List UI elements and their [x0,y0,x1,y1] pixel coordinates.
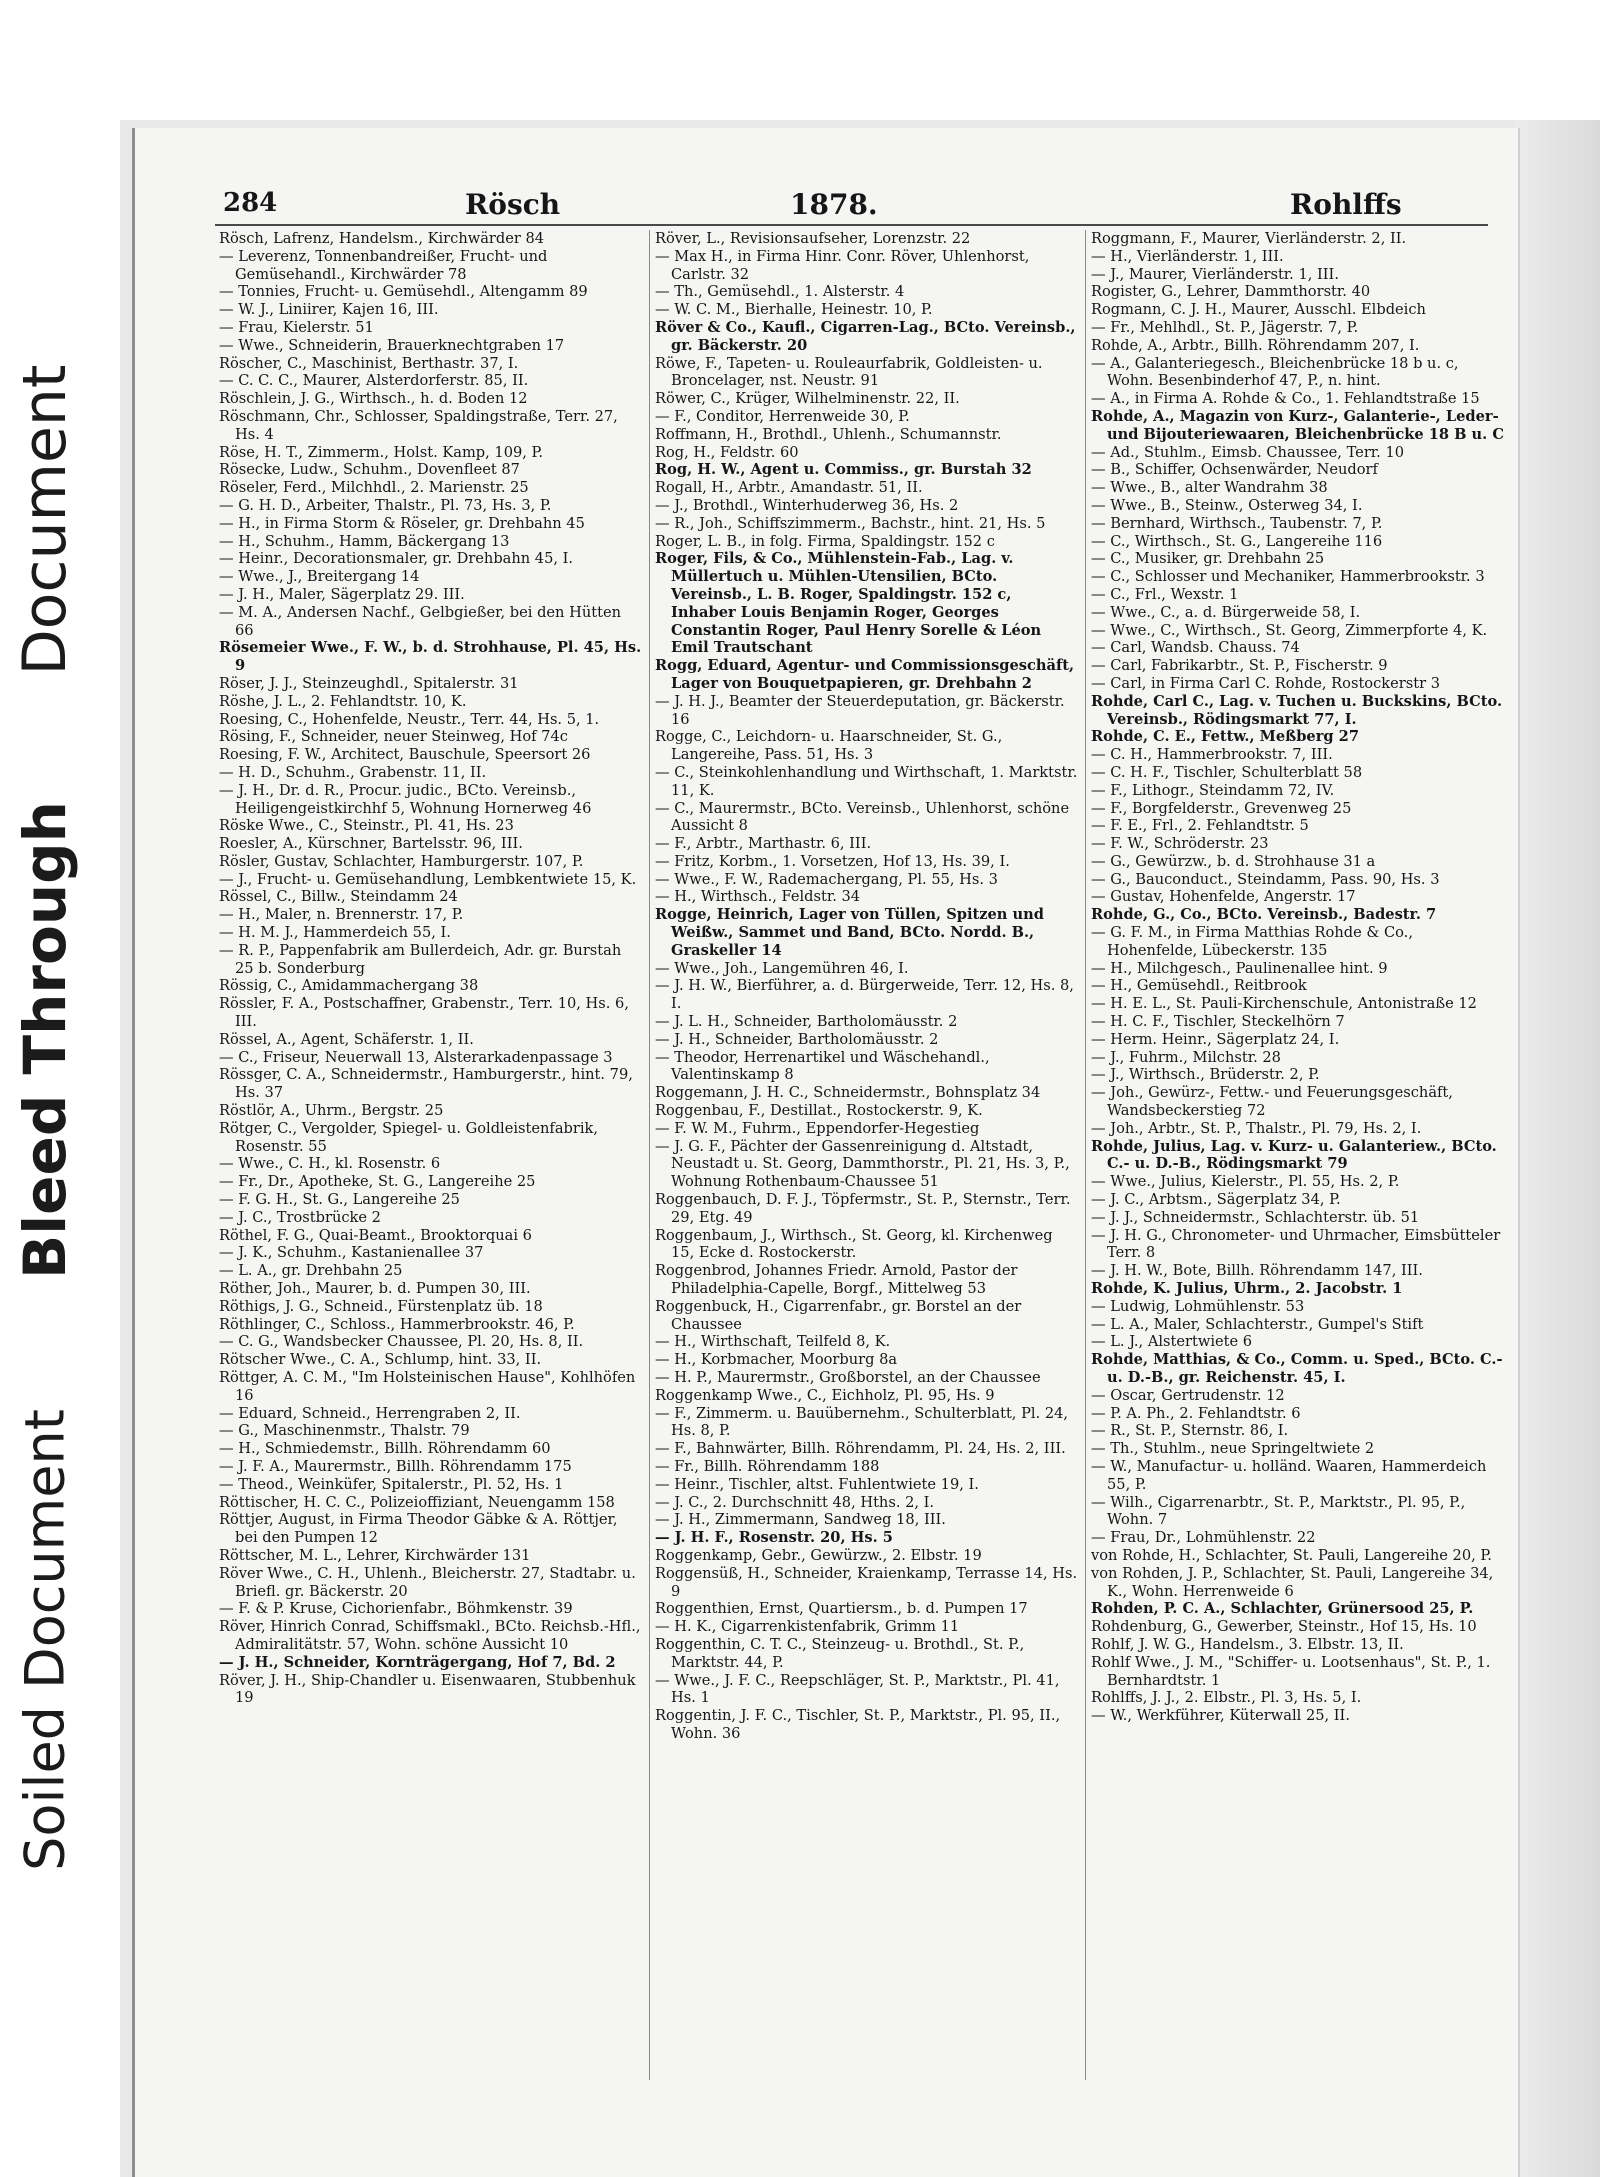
directory-entry: — F., Conditor, Herrenweide 30, P. [655,407,910,425]
directory-entry: — G., Bauconduct., Steindamm, Pass. 90, Hs. 3 [1091,870,1440,888]
directory-entry: — F. G. H., St. G., Langereihe 25 [219,1191,460,1209]
directory-entry: — Frau, Dr., Lohmühlenstr. 22 [1091,1529,1316,1547]
soiled-document-stamp: Soiled Document [13,1409,77,1871]
directory-entry: — Wwe., Julius, Kielerstr., Pl. 55, Hs. 2, P. [1091,1173,1400,1191]
directory-entry: — J. H. G., Chronometer- und Uhrmacher, Eimsbütteler Terr. 8 [1091,1226,1501,1262]
directory-entry: — Wwe., Joh., Langemühren 46, I. [655,959,909,977]
directory-entry: — H., in Firma Storm & Röseler, gr. Drehbahn 45 [219,514,585,532]
column-divider [1085,230,1086,2080]
directory-entry: Rössel, C., Billw., Steindamm 24 [219,888,458,906]
directory-entry: — C., Steinkohlenhandlung und Wirthschaft, 1. Marktstr. 11, K. [655,763,1078,799]
directory-entry: — F., Zimmerm. u. Bauübernehm., Schulterblatt, Pl. 24, Hs. 8, P. [655,1404,1069,1440]
directory-entry: Röttjer, August, in Firma Theodor Gäbke & A. Röttjer, bei den Pumpen 12 [219,1511,618,1547]
directory-entry: — J. C., Arbtsm., Sägerplatz 34, P. [1091,1191,1341,1209]
directory-entry: — J. K., Schuhm., Kastanienallee 37 [219,1244,484,1262]
directory-entry: — Heinr., Decorationsmaler, gr. Drehbahn 45, I. [219,550,574,568]
directory-entry: Rohde, A., Arbtr., Billh. Röhrendamm 207, I. [1091,336,1420,354]
directory-entry: — L. A., gr. Drehbahn 25 [219,1262,403,1280]
directory-entry: — Wwe., C. H., kl. Rosenstr. 6 [219,1155,441,1173]
directory-page [132,128,1520,2177]
directory-entry: Rösing, F., Schneider, neuer Steinweg, Hof 74c [219,728,568,746]
directory-entry: — J., Fuhrm., Milchstr. 28 [1091,1048,1281,1066]
directory-entry: Rogall, H., Arbtr., Amandastr. 51, II. [655,479,923,497]
directory-entry: Rohde, C. E., Fettw., Meßberg 27 [1091,728,1359,746]
directory-entry: — F. E., Frl., 2. Fehlandtstr. 5 [1091,817,1309,835]
directory-entry: Röwer, C., Krüger, Wilhelminenstr. 22, II. [655,390,960,408]
directory-entry: Röwe, F., Tapeten- u. Rouleaurfabrik, Goldleisten- u. Broncelager, nst. Neustr. 91 [655,354,1043,390]
directory-entry: — W., Werkführer, Küterwall 25, II. [1091,1707,1350,1725]
directory-entry: — Wwe., J. F. C., Reepschläger, St. P., Marktstr., Pl. 41, Hs. 1 [655,1671,1060,1707]
directory-entry: Rog, H., Feldstr. 60 [655,443,799,461]
directory-entry: Rohde, G., Co., BCto. Vereinsb., Badestr. 7 [1091,906,1437,924]
directory-entry: — P. A. Ph., 2. Fehlandtstr. 6 [1091,1404,1301,1422]
directory-entry: — H., Wirthschaft, Teilfeld 8, K. [655,1333,891,1351]
directory-entry: Rogge, Heinrich, Lager von Tüllen, Spitzen und Weißw., Sammet und Band, BCto. Nordd. B., Graskeller 14 [655,906,1044,959]
directory-entry: — A., in Firma A. Rohde & Co., 1. Fehlandtstraße 15 [1091,390,1480,408]
directory-entry: — J. H. J., Beamter der Steuerdeputation, gr. Bäckerstr. 16 [655,692,1065,728]
directory-entry: Rohde, Matthias, & Co., Comm. u. Sped., BCto. C.- u. D.-B., gr. Reichenstr. 45, I. [1091,1351,1503,1386]
directory-entry: Roggenbau, F., Destillat., Rostockerstr. 9, K. [655,1102,983,1120]
directory-entry: — J. J., Schneidermstr., Schlachterstr. üb. 51 [1091,1208,1420,1226]
directory-entry: — M. A., Andersen Nachf., Gelbgießer, bei den Hütten 66 [219,603,621,639]
directory-entry: — H. M. J., Hammerdeich 55, I. [219,924,451,942]
directory-entry: — Wwe., C., Wirthsch., St. Georg, Zimmerpforte 4, K. [1091,621,1488,639]
directory-entry: Rohde, Carl C., Lag. v. Tuchen u. Buckskins, BCto. Vereinsb., Rödingsmarkt 77, I. [1091,692,1503,728]
directory-entry: Roggenkamp, Gebr., Gewürzw., 2. Elbstr. 19 [655,1546,982,1564]
directory-entry: — Fr., Billh. Röhrendamm 188 [655,1457,880,1475]
directory-entry: Röver, Hinrich Conrad, Schiffsmakl., BCto. Reichsb.-Hfl., Admiralitätstr. 57, Wohn. schöne Aussicht 10 [219,1618,641,1653]
stamp-strip [0,0,90,2177]
directory-entry: — J. L. H., Schneider, Bartholomäusstr. 2 [655,1013,958,1031]
directory-entry: — J. H. W., Bote, Billh. Röhrendamm 147, III. [1091,1262,1423,1280]
directory-entry: Röthlinger, C., Schloss., Hammerbrookstr. 46, P. [219,1315,575,1333]
directory-entry: — Frau, Kielerstr. 51 [219,318,374,336]
directory-entry: — H. C. F., Tischler, Steckelhörn 7 [1091,1013,1345,1031]
directory-entry: — G., Maschinenmstr., Thalstr. 79 [219,1422,470,1440]
directory-entry: — Oscar, Gertrudenstr. 12 [1091,1386,1285,1404]
directory-entry: — F., Arbtr., Marthastr. 6, III. [655,835,872,853]
directory-entry: — Fritz, Korbm., 1. Vorsetzen, Hof 13, Hs. 39, I. [655,852,1010,870]
directory-entry: Rösecke, Ludw., Schuhm., Dovenfleet 87 [219,461,520,479]
directory-entry: von Rohden, J. P., Schlachter, St. Pauli, Langereihe 34, K., Wohn. Herrenweide 6 [1091,1564,1494,1600]
directory-entry: — Ad., Stuhlm., Eimsb. Chaussee, Terr. 10 [1091,443,1405,461]
directory-entry: — H., Gemüsehdl., Reitbrook [1091,977,1307,995]
bleed-through-stamp: Bleed Through [11,801,79,1279]
directory-entry: — G., Gewürzw., b. d. Strohhause 31 a [1091,852,1376,870]
page-number: 284 [223,188,278,218]
directory-entry: — B., Schiffer, Ochsenwärder, Neudorf [1091,461,1378,479]
directory-entry: Röver, J. H., Ship-Chandler u. Eisenwaaren, Stubbenhuk 19 [219,1671,636,1707]
directory-entry: — J. H., Maler, Sägerplatz 29. III. [219,585,465,603]
directory-entry: — C., Friseur, Neuerwall 13, Alsterarkadenpassage 3 [219,1048,613,1066]
directory-entry: — C. H., Hammerbrookstr. 7, III. [1091,746,1333,764]
directory-entry: — H., Maler, n. Brennerstr. 17, P. [219,906,464,924]
directory-entry: — Carl, in Firma Carl C. Rohde, Rostockerstr 3 [1091,674,1440,692]
directory-entry: Roggenbrod, Johannes Friedr. Arnold, Pastor der Philadelphia-Capelle, Borgf., Mittelweg 53 [655,1262,1018,1298]
directory-entry: Rössig, C., Amidammachergang 38 [219,977,479,995]
directory-entry: — Wwe., J., Breitergang 14 [219,568,420,586]
directory-entry: — C., Schlosser und Mechaniker, Hammerbrookstr. 3 [1091,568,1485,586]
directory-entry: — F. & P. Kruse, Cichorienfabr., Böhmkenstr. 39 [219,1600,573,1618]
directory-entry: — Wilh., Cigarrenarbtr., St. P., Marktstr., Pl. 95, P., Wohn. 7 [1091,1493,1466,1529]
directory-entry: Rohdenburg, G., Gewerber, Steinstr., Hof 15, Hs. 10 [1091,1618,1477,1636]
directory-entry: — F., Borgfelderstr., Grevenweg 25 [1091,799,1352,817]
directory-entry: Rogister, G., Lehrer, Dammthorstr. 40 [1091,283,1371,301]
directory-entry: Röstlör, A., Uhrm., Bergstr. 25 [219,1102,444,1120]
directory-entry: Roggemann, J. H. C., Schneidermstr., Bohnsplatz 34 [655,1084,1041,1102]
directory-entry: — Wwe., B., alter Wandrahm 38 [1091,479,1328,497]
directory-entry: Röseler, Ferd., Milchhdl., 2. Marienstr. 25 [219,479,529,497]
directory-entry: Rohde, A., Magazin von Kurz-, Galanterie-, Leder- und Bijouteriewaaren, Bleichenbrücke 18 B u. C [1091,407,1504,443]
directory-entry: Roggenkamp Wwe., C., Eichholz, Pl. 95, Hs. 9 [655,1386,995,1404]
scanned-page-area [120,120,1600,2177]
directory-entry: — Carl, Wandsb. Chauss. 74 [1091,639,1300,657]
directory-entry: — W. C. M., Bierhalle, Heinestr. 10, P. [655,301,933,319]
directory-entry: — Eduard, Schneid., Herrengraben 2, II. [219,1404,521,1422]
column-1 [219,230,644,2120]
directory-entry: — C. G., Wandsbecker Chaussee, Pl. 20, Hs. 8, II. [219,1333,584,1351]
directory-entry: Rohlffs, J. J., 2. Elbstr., Pl. 3, Hs. 5, I. [1091,1689,1362,1707]
directory-entry: — L. J., Alstertwiete 6 [1091,1333,1253,1351]
directory-entry: — C., Musiker, gr. Drehbahn 25 [1091,550,1325,568]
directory-entry: Röshe, J. L., 2. Fehlandtstr. 10, K. [219,692,467,710]
directory-entry: Roesing, F. W., Architect, Bauschule, Speersort 26 [219,746,591,764]
directory-entry: — Wwe., C., a. d. Bürgerweide 58, I. [1091,603,1361,621]
directory-entry: — Heinr., Tischler, altst. Fuhlentwiete 19, I. [655,1475,979,1493]
directory-entry: — Carl, Fabrikarbtr., St. P., Fischerstr. 9 [1091,657,1388,675]
directory-entry: Röthel, F. G., Quai-Beamt., Brooktorquai 6 [219,1226,532,1244]
directory-entry: Rohlf Wwe., J. M., "Schiffer- u. Lootsenhaus", St. P., 1. Bernhardtstr. 1 [1091,1653,1491,1689]
directory-entry: Roggentin, J. F. C., Tischler, St. P., Marktstr., Pl. 95, II., Wohn. 36 [655,1707,1061,1742]
directory-entry: Röske Wwe., C., Steinstr., Pl. 41, Hs. 23 [219,817,514,835]
directory-entry: Röther, Joh., Maurer, b. d. Pumpen 30, III. [219,1280,531,1298]
directory-entry: Roesler, A., Kürschner, Bartelsstr. 96, III. [219,835,523,853]
header-rule [215,224,1488,226]
directory-entry: — Fr., Dr., Apotheke, St. G., Langereihe 25 [219,1173,536,1191]
directory-entry: — H., Wirthsch., Feldstr. 34 [655,888,861,906]
directory-entry: — H., Milchgesch., Paulinenallee hint. 9 [1091,959,1388,977]
directory-entry: Rössel, A., Agent, Schäferstr. 1, II. [219,1030,474,1048]
directory-entry: — F. W., Schröderstr. 23 [1091,835,1269,853]
directory-entry: Rösemeier Wwe., F. W., b. d. Strohhause, Pl. 45, Hs. 9 [219,639,642,675]
directory-entry: — Joh., Gewürz-, Fettw.- und Feuerungsgeschäft, Wandsbeckerstieg 72 [1091,1084,1453,1120]
directory-entry: Röscher, C., Maschinist, Berthastr. 37, I. [219,354,519,372]
directory-entry: — C., Wirthsch., St. G., Langereihe 116 [1091,532,1383,550]
directory-entry: — Ludwig, Lohmühlenstr. 53 [1091,1297,1305,1315]
page-edge [1515,120,1600,2177]
directory-entry: — A., Galanteriegesch., Bleichenbrücke 18 b u. c, Wohn. Besenbinderhof 47, P., n. hint. [1091,354,1459,390]
directory-entry: — Herm. Heinr., Sägerplatz 24, I. [1091,1030,1340,1048]
directory-entry: Rössler, F. A., Postschaffner, Grabenstr., Terr. 10, Hs. 6, III. [219,995,629,1031]
directory-entry: — C., Frl., Wexstr. 1 [1091,585,1239,603]
directory-entry: — Theodor, Herrenartikel und Wäschehandl., Valentinskamp 8 [655,1048,990,1084]
directory-entry: — Th., Stuhlm., neue Springeltwiete 2 [1091,1440,1375,1458]
directory-entry: — W. J., Liniirer, Kajen 16, III. [219,301,439,319]
directory-entry: Röthigs, J. G., Schneid., Fürstenplatz üb. 18 [219,1297,543,1315]
directory-entry: — J. H., Dr. d. R., Procur. judic., BCto. Vereinsb., Heiligengeistkirchhf 5, Wohnung Hornerweg 46 [219,781,592,817]
directory-entry: — J. C., Trostbrücke 2 [219,1208,381,1226]
directory-entry: — R., St. P., Sternstr. 86, I. [1091,1422,1289,1440]
head-right-word: Rohlffs [1290,188,1402,221]
directory-entry: — J., Maurer, Vierländerstr. 1, III. [1091,265,1339,283]
directory-entry: — C. C. C., Maurer, Alsterdorferstr. 85, II. [219,372,529,390]
directory-entry: — L. A., Maler, Schlachterstr., Gumpel's Stift [1091,1315,1424,1333]
directory-entry: Rohde, K. Julius, Uhrm., 2. Jacobstr. 1 [1091,1280,1403,1298]
directory-entry: Röttscher, M. L., Lehrer, Kirchwärder 131 [219,1546,531,1564]
directory-entry: Rohden, P. C. A., Schlachter, Grünersood 25, P. [1091,1600,1474,1618]
directory-entry: — J. H., Zimmermann, Sandweg 18, III. [655,1511,946,1529]
directory-entry: Roggenbuck, H., Cigarrenfabr., gr. Borstel an der Chaussee [655,1297,1022,1333]
directory-entry: — Gustav, Hohenfelde, Angerstr. 17 [1091,888,1356,906]
directory-entry: — H. D., Schuhm., Grabenstr. 11, II. [219,763,487,781]
head-year: 1878. [790,188,878,221]
directory-entry: — J. C., 2. Durchschnitt 48, Hths. 2, I. [655,1493,935,1511]
directory-entry: Röschmann, Chr., Schlosser, Spaldingstraße, Terr. 27, Hs. 4 [219,407,618,443]
directory-entry: Rohde, Julius, Lag. v. Kurz- u. Galanteriew., BCto. C.- u. D.-B., Rödingsmarkt 79 [1091,1137,1497,1173]
directory-entry: — J. H. W., Bierführer, a. d. Bürgerweide, Terr. 12, Hs. 8, I. [655,977,1074,1013]
directory-entry: — J., Wirthsch., Brüderstr. 2, P. [1091,1066,1320,1084]
column-2 [655,230,1080,2120]
directory-entry: — H., Schmiedemstr., Billh. Röhrendamm 60 [219,1440,551,1458]
directory-entry: — H., Vierländerstr. 1, III. [1091,247,1284,265]
directory-entry: — F. W. M., Fuhrm., Eppendorfer-Hegestieg [655,1119,980,1137]
directory-entry: — Fr., Mehlhdl., St. P., Jägerstr. 7, P. [1091,318,1359,336]
directory-entry: von Rohde, H., Schlachter, St. Pauli, Langereihe 20, P. [1091,1546,1492,1564]
directory-entry: Roggenbauch, D. F. J., Töpfermstr., St. P., Sternstr., Terr. 29, Etg. 49 [655,1191,1071,1226]
directory-entry: — Wwe., B., Steinw., Osterweg 34, I. [1091,496,1363,514]
head-left-word: Rösch [465,188,561,221]
directory-entry: — H. K., Cigarrenkistenfabrik, Grimm 11 [655,1618,960,1636]
directory-entry: Roffmann, H., Brothdl., Uhlenh., Schumannstr. [655,425,1002,443]
directory-entry: — Leverenz, Tonnenbandreißer, Frucht- und Gemüsehandl., Kirchwärder 78 [219,247,548,283]
directory-entry: Röschlein, J. G., Wirthsch., h. d. Boden 12 [219,390,528,408]
directory-entry: Rötger, C., Vergolder, Spiegel- u. Goldleistenfabrik, Rosenstr. 55 [219,1119,598,1155]
directory-entry: Röver & Co., Kaufl., Cigarren-Lag., BCto. Vereinsb., gr. Bäckerstr. 20 [655,318,1076,354]
directory-entry: Röttischer, H. C. C., Polizeioffiziant, Neuengamm 158 [219,1493,615,1511]
directory-entry: Rogmann, C. J. H., Maurer, Ausschl. Elbdeich [1091,301,1426,319]
directory-entry: — J. H., Schneider, Bartholomäusstr. 2 [655,1030,939,1048]
directory-entry: Rötscher Wwe., C. A., Schlump, hint. 33, II. [219,1351,542,1369]
directory-entry: — Theod., Weinküfer, Spitalerstr., Pl. 52, Hs. 1 [219,1475,564,1493]
directory-entry: — Th., Gemüsehdl., 1. Alsterstr. 4 [655,283,905,301]
directory-entry: — G. H. D., Arbeiter, Thalstr., Pl. 73, Hs. 3, P. [219,496,552,514]
directory-entry: Rohlf, J. W. G., Handelsm., 3. Elbstr. 13, II. [1091,1635,1404,1653]
directory-entry: — C., Maurermstr., BCto. Vereinsb., Uhlenhorst, schöne Aussicht 8 [655,799,1070,835]
directory-entry: — J. G. F., Pächter der Gassenreinigung d. Altstadt, Neustadt u. St. Georg, Dammthorstr., Pl. 21, Hs. 3, P., Wohnung Rothenbaum-Chaussee 51 [655,1137,1070,1191]
directory-entry: Röser, J. J., Steinzeughdl., Spitalerstr. 31 [219,674,519,692]
column-3 [1091,230,1507,2120]
directory-entry: — Wwe., F. W., Rademachergang, Pl. 55, Hs. 3 [655,870,998,888]
directory-entry: — J. H. F., Rosenstr. 20, Hs. 5 [655,1529,893,1547]
directory-entry: — W., Manufactur- u. holländ. Waaren, Hammerdeich 55, P. [1091,1457,1487,1493]
directory-entry: Rogge, C., Leichdorn- u. Haarschneider, St. G., Langereihe, Pass. 51, Hs. 3 [655,728,1003,764]
directory-entry: Roggenbaum, J., Wirthsch., St. Georg, kl. Kirchenweg 15, Ecke d. Rostockerstr. [655,1226,1053,1262]
directory-entry: — G. F. M., in Firma Matthias Rohde & Co., Hohenfelde, Lübeckerstr. 135 [1091,924,1413,959]
directory-entry: Roggenthien, Ernst, Quartiersm., b. d. Pumpen 17 [655,1600,1028,1618]
directory-entry: — F., Lithogr., Steindamm 72, IV. [1091,781,1335,799]
directory-entry: Roger, L. B., in folg. Firma, Spaldingstr. 152 c [655,532,995,550]
directory-entry: Roesing, C., Hohenfelde, Neustr., Terr. 44, Hs. 5, 1. [219,710,600,728]
directory-entry: — R. P., Pappenfabrik am Bullerdeich, Adr. gr. Burstah 25 b. Sonderburg [219,941,622,977]
directory-entry: — J. H., Schneider, Kornträgergang, Hof 7, Bd. 2 [219,1653,616,1671]
directory-entry: — J., Brothdl., Winterhuderweg 36, Hs. 2 [655,496,959,514]
directory-entry: Röver, L., Revisionsaufseher, Lorenzstr. 22 [655,230,971,247]
directory-entry: — R., Joh., Schiffszimmerm., Bachstr., hint. 21, Hs. 5 [655,514,1046,532]
directory-entry: — J. F. A., Maurermstr., Billh. Röhrendamm 175 [219,1457,572,1475]
directory-entry: — Tonnies, Frucht- u. Gemüsehdl., Altengamm 89 [219,283,588,301]
directory-entry: — H., Korbmacher, Moorburg 8a [655,1351,898,1369]
directory-entry: — H. P., Maurermstr., Großborstel, an der Chaussee [655,1369,1041,1386]
directory-entry: Rogg, Eduard, Agentur- und Commissionsgeschäft, Lager von Bouquetpapieren, gr. Drehbahn 2 [655,657,1075,692]
directory-entry: — Joh., Arbtr., St. P., Thalstr., Pl. 79, Hs. 2, I. [1091,1119,1422,1137]
directory-entry: Röttger, A. C. M., "Im Holsteinischen Hause", Kohlhöfen 16 [219,1369,636,1404]
column-divider [649,230,650,2080]
directory-entry: Roger, Fils, & Co., Mühlenstein-Fab., Lag. v. Müllertuch u. Mühlen-Utensilien, BCto. Vereinsb., L. B. Roger, Spaldingstr. 152 c, Inhaber Louis Benjamin Roger, Georges Constantin Roger, Paul Henry Sorelle & Léon Emil Trautschant [655,550,1042,657]
directory-entry: — J., Frucht- u. Gemüsehandlung, Lembkentwiete 15, K. [219,870,637,888]
directory-entry: — H., Schuhm., Hamm, Bäckergang 13 [219,532,510,550]
directory-entry: — H. E. L., St. Pauli-Kirchenschule, Antonistraße 12 [1091,995,1477,1013]
directory-entry: — Bernhard, Wirthsch., Taubenstr. 7, P. [1091,514,1383,532]
directory-entry: — F., Bahnwärter, Billh. Röhrendamm, Pl. 24, Hs. 2, III. [655,1440,1066,1458]
directory-entry: — Wwe., Schneiderin, Brauerknechtgraben 17 [219,336,565,354]
document-stamp: Document [10,364,80,676]
directory-entry: Roggensüß, H., Schneider, Kraienkamp, Terrasse 14, Hs. 9 [655,1564,1078,1600]
directory-entry: Rösch, Lafrenz, Handelsm., Kirchwärder 84 [219,230,545,247]
directory-entry: Roggenthin, C. T. C., Steinzeug- u. Brothdl., St. P., Marktstr. 44, P. [655,1635,1025,1671]
directory-entry: Rösler, Gustav, Schlachter, Hamburgerstr. 107, P. [219,852,584,870]
directory-entry: Röse, H. T., Zimmerm., Holst. Kamp, 109, P. [219,443,544,461]
directory-entry: Rog, H. W., Agent u. Commiss., gr. Burstah 32 [655,461,1032,479]
directory-entry: — C. H. F., Tischler, Schulterblatt 58 [1091,763,1363,781]
directory-entry: Rössger, C. A., Schneidermstr., Hamburgerstr., hint. 79, Hs. 37 [219,1066,633,1102]
directory-entry: Röver Wwe., C. H., Uhlenh., Bleicherstr. 27, Stadtabr. u. Briefl. gr. Bäckerstr. 20 [219,1564,636,1600]
directory-entry: Roggmann, F., Maurer, Vierländerstr. 2, II. [1091,230,1407,247]
directory-columns [219,230,1507,2130]
directory-entry: — Max H., in Firma Hinr. Conr. Röver, Uhlenhorst, Carlstr. 32 [655,247,1030,283]
